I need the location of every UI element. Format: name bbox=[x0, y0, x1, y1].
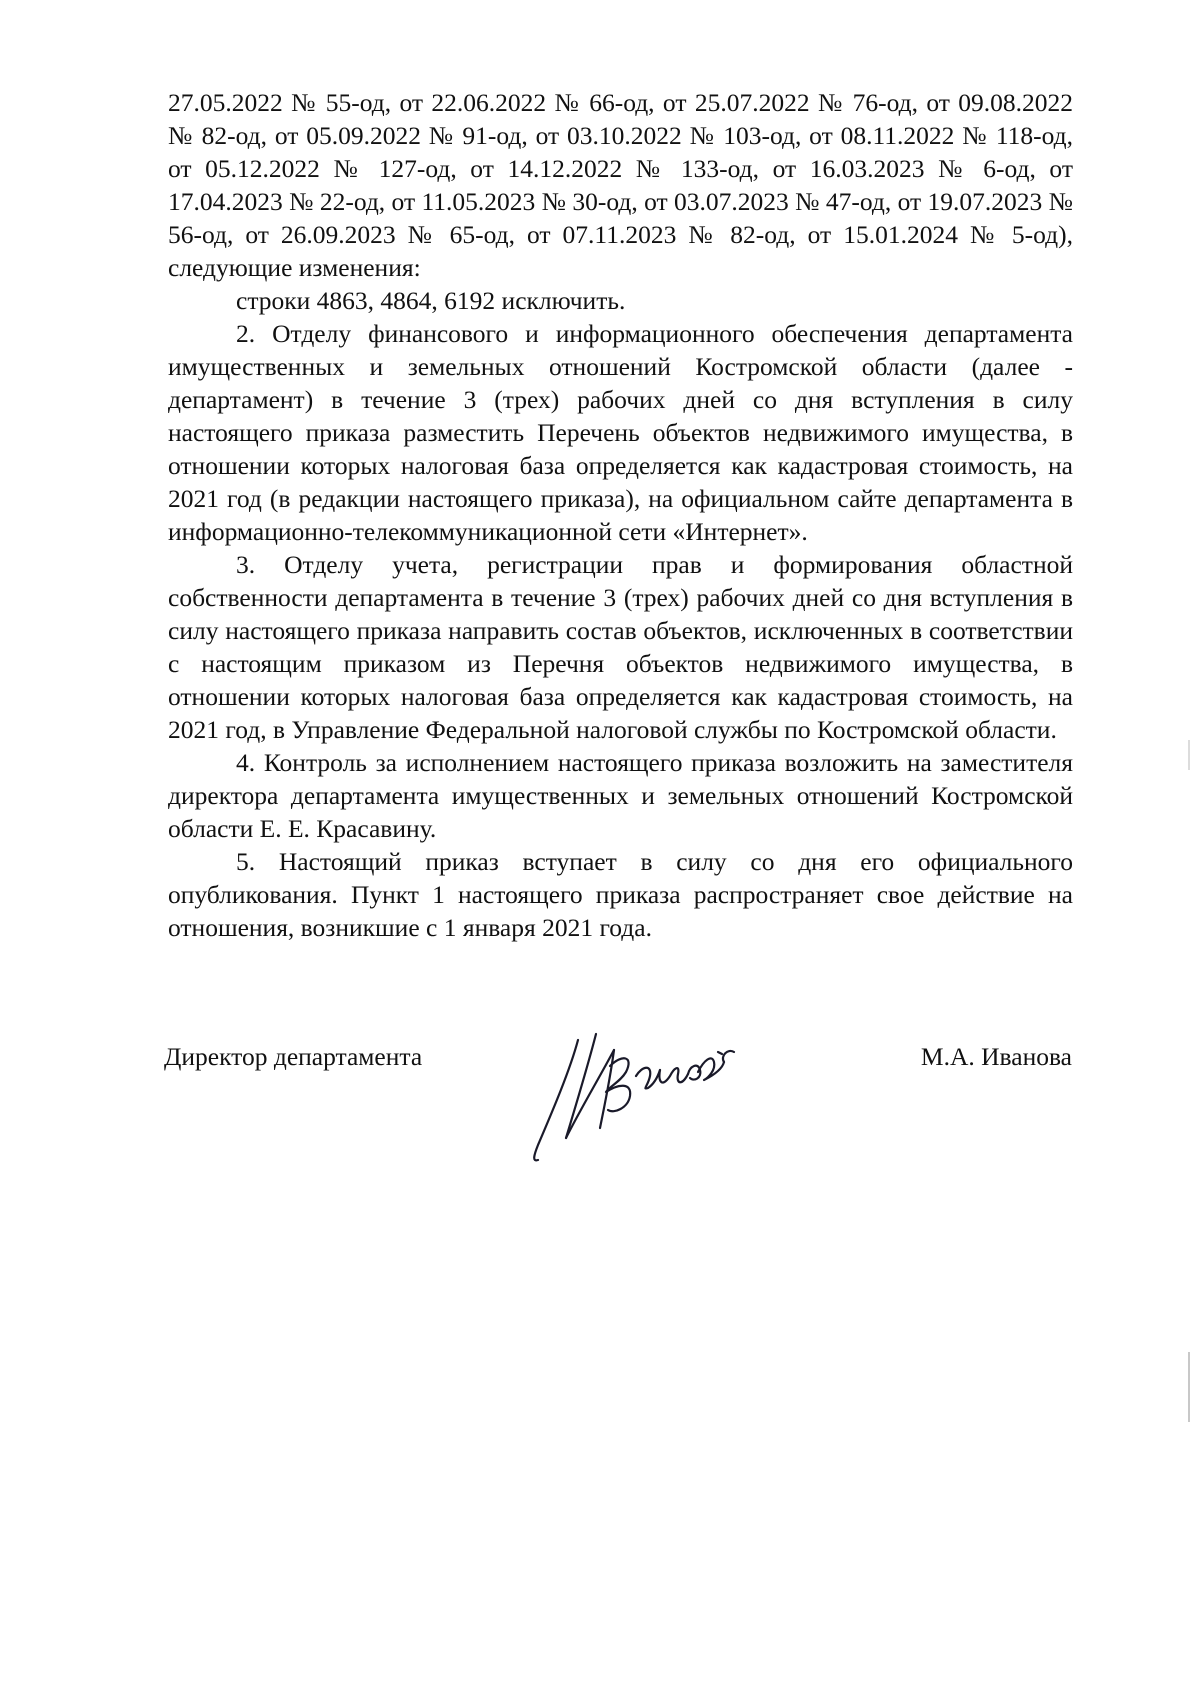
paragraph-item-2: 2. Отделу финансового и информационного обеспечения департамента имущественных и земельных отношений Костромской области (далее - департамент) в течение 3 (трех) рабочих дней со дня вступления в силу настоящего приказа разместить Перечень объектов недвижимого имущества, в отношении которых налоговая база определяется как кадастровая стоимость, на 2021 год (в редакции настоящего приказа), на официальном сайте департамента в информационно-телекоммуникационной сети «Интернет». bbox=[168, 319, 1073, 546]
order-text bbox=[168, 86, 1073, 944]
paragraph-amendments-list: 27.05.2022 № 55-од, от 22.06.2022 № 66-од, от 25.07.2022 № 76-од, от 09.08.2022 № 82-од, от 05.09.2022 № 91-од, от 03.10.2022 № 103-од, от 08.11.2022 № 118-од, от 05.12.2022 № 127-од, от 14.12.2022 № 133-од, от 16.03.2023 № 6-од, от 17.04.2023 № 22-од, от 11.05.2023 № 30-од, от 03.07.2023 № 47-од, от 19.07.2023 № 56-од, от 26.09.2023 № 65-од, от 07.11.2023 № 82-од, от 15.01.2024 № 5-од), следующие изменения: bbox=[168, 88, 1073, 282]
scan-edge-mark bbox=[1188, 1352, 1190, 1422]
signer-name: М.А. Иванова bbox=[920, 1042, 1072, 1071]
paragraph-item-3: 3. Отделу учета, регистрации прав и формирования областной собственности департамента в течение 3 (трех) рабочих дней со дня вступления в силу настоящего приказа направить состав объектов, исключенных в соответствии с настоящим приказом из Перечня объектов недвижимого имущества, в отношении которых налоговая база определяется как кадастровая стоимость, на 2021 год, в Управление Федеральной налоговой службы по Костромской области. bbox=[168, 550, 1073, 744]
handwritten-signature bbox=[518, 1010, 758, 1170]
paragraph-item-5: 5. Настоящий приказ вступает в силу со дня его официального опубликования. Пункт 1 настоящего приказа распространяет свое действие на отношения, возникшие с 1 января 2021 года. bbox=[168, 847, 1073, 942]
paragraph-item-4: 4. Контроль за исполнением настоящего приказа возложить на заместителя директора департамента имущественных и земельных отношений Костромской области Е. Е. Красавину. bbox=[168, 748, 1073, 843]
scan-edge-mark bbox=[1188, 740, 1190, 770]
signer-position: Директор департамента bbox=[164, 1042, 423, 1071]
paragraph-exclude-lines: строки 4863, 4864, 6192 исключить. bbox=[236, 286, 626, 315]
